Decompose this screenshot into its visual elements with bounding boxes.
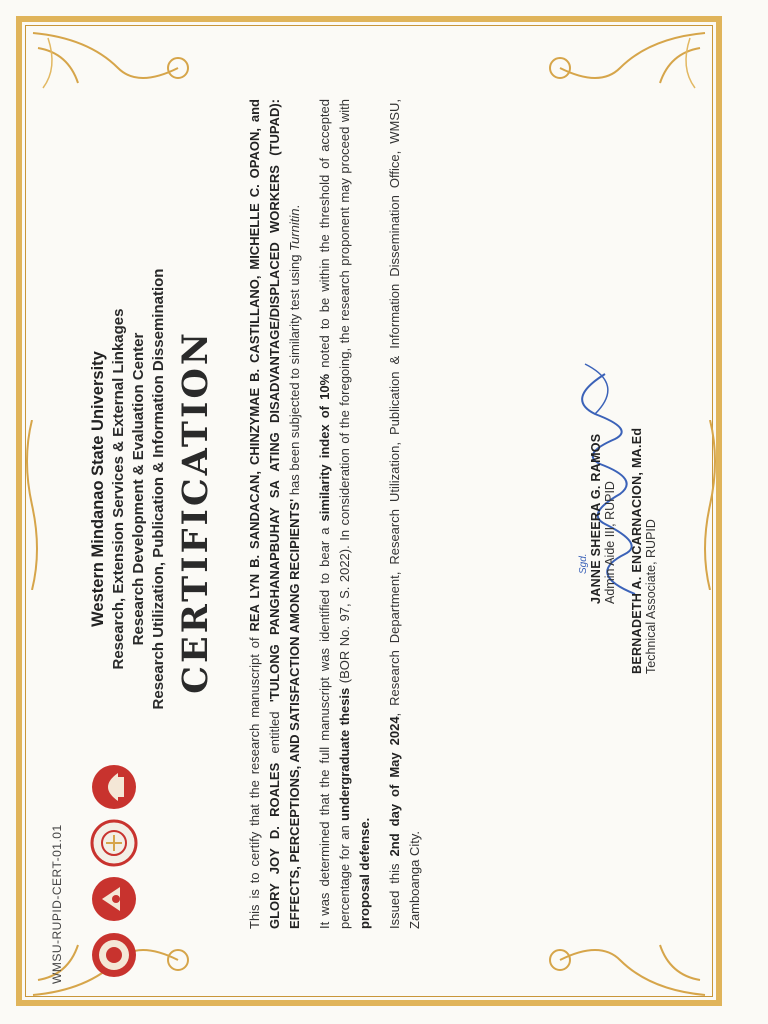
university-name: Western Mindanao State University — [89, 351, 107, 627]
certificate-body — [245, 99, 435, 929]
first-signatory — [578, 104, 617, 604]
sgd-initials: Sgd. — [578, 553, 589, 574]
second-signatory — [630, 114, 658, 674]
certificate-title: CERTIFICATION — [175, 330, 216, 694]
signatory-role: Admin Aide III, RUPID — [603, 481, 617, 604]
paragraph-certification: This is to certify that the research manuscript of REA LYN B. SANDACAN, CHINZYMAE B. CASTILLANO, MICHELLE C. OPAON, and GLORY JOY D. ROALES entitled 'TULONG PANGHANAPBUHAY SA ATING DISADVANTAGE/DISPLACED WORKERS (TUPAD): EFFECTS, PERCEPTIONS, AND SATISFACTION AMONG RECIPIENTS' has been subjected to similarity test using Turnitin. — [247, 99, 302, 929]
wmsu-seal-icon — [90, 931, 138, 979]
header-line-2: Research, Extension Services & External Linkages — [110, 308, 127, 670]
department-seal-icon — [90, 875, 138, 923]
paragraph-similarity: It was determined that the full manuscript was identified to bear a similarity index of 10% noted to be within the threshold of accepted percentage for an undergraduate thesis (BOR No. 97, S. 2022). In consideration of the foregoing, the research proponent may proceed with proposal defense. — [317, 99, 372, 929]
signatory-name: BERNADETH A. ENCARNACION, MA.Ed — [630, 427, 644, 674]
signatory-role: Technical Associate, RUPID — [644, 519, 658, 674]
paragraph-issued: Issued this 2nd day of May 2024, Research Department, Research Utilization, Publication & Information Dissemination Office, WMSU, Zamboanga City. — [387, 99, 422, 929]
signatory-name: JANNE SHEERA G. RAMOS — [589, 433, 603, 604]
document-code: WMSU-RUPID-CERT-01.01 — [50, 824, 64, 984]
institution-header — [88, 124, 169, 854]
header-line-3: Research Development & Evaluation Center — [130, 332, 147, 646]
header-line-4: Research Utilization, Publication & Information Dissemination — [150, 268, 167, 710]
